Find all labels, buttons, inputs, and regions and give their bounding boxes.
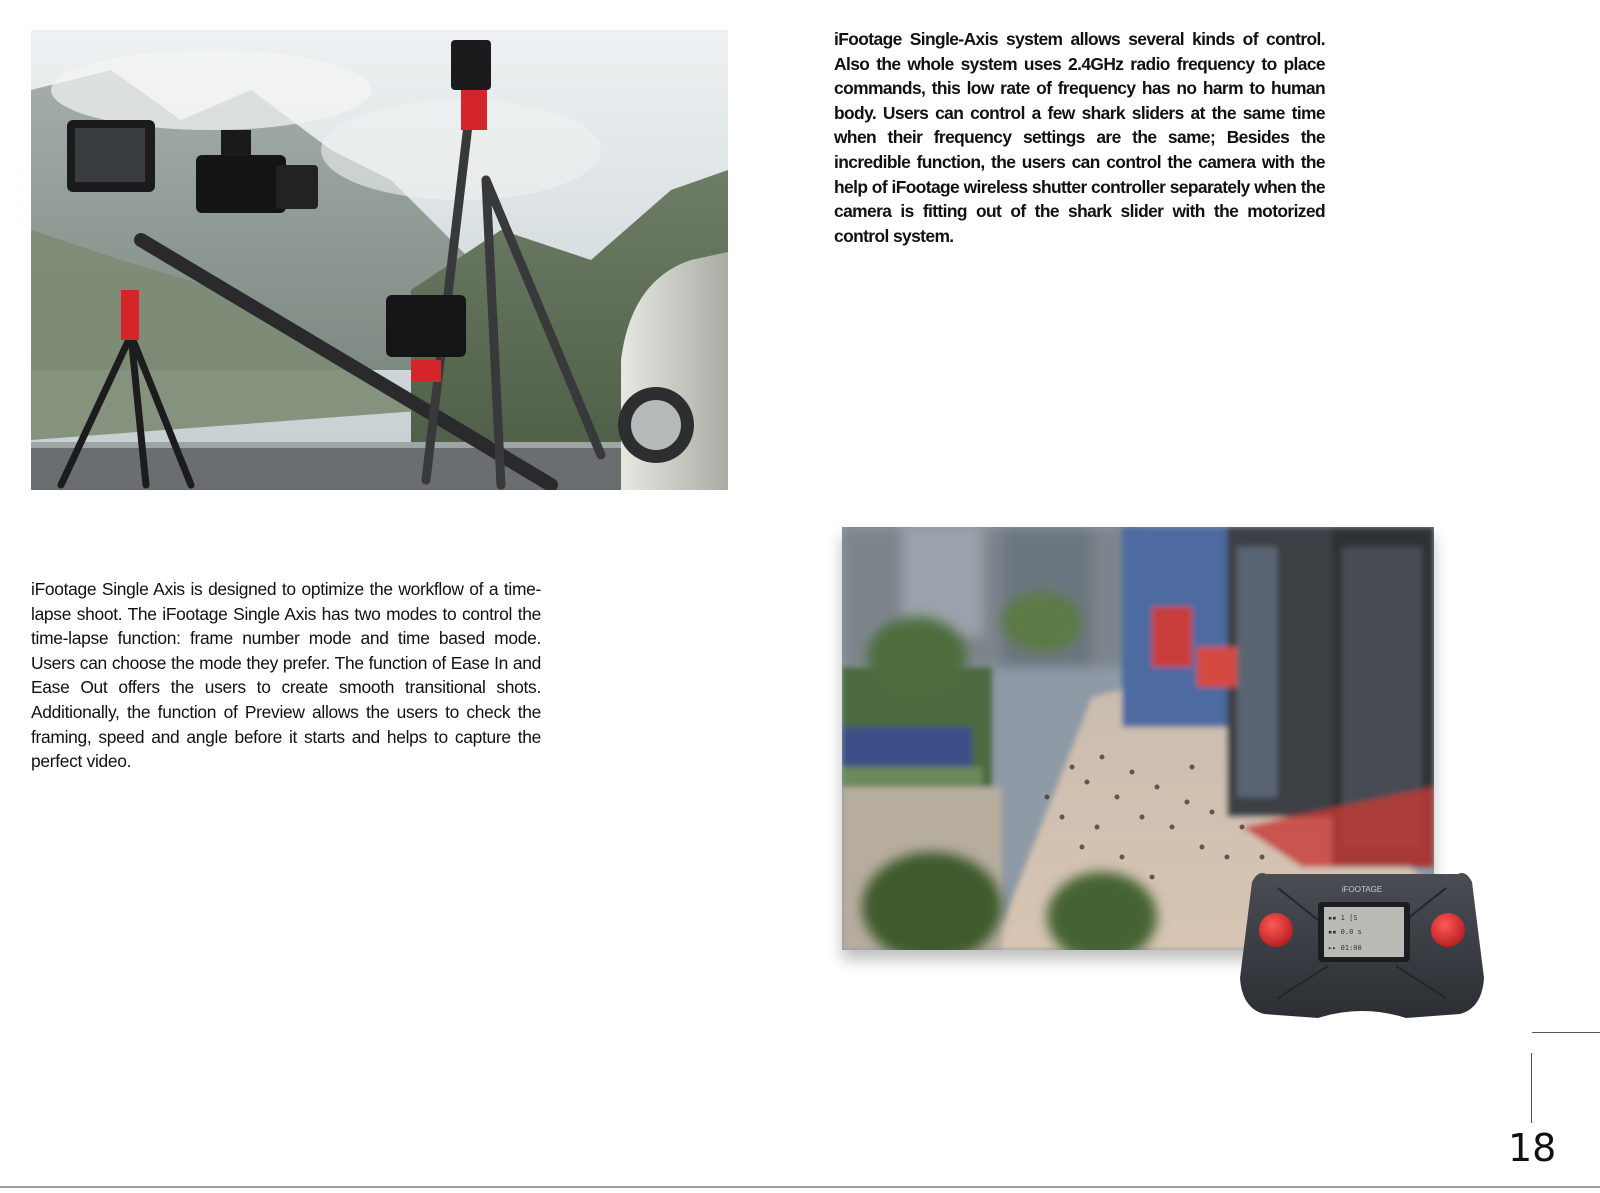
svg-text:▪▪ 1 [S: ▪▪ 1 [S [1328,914,1358,922]
page-bottom-edge [0,1186,1600,1188]
camera-rig-photo-art [31,30,728,490]
remote-brand-label: iFOOTAGE [1341,885,1383,894]
camera-rig-photo [31,30,728,490]
svg-text:▸▸ 01:00: ▸▸ 01:00 [1328,944,1362,952]
page-corner-rule-vertical [1531,1053,1532,1123]
wireless-controller-art [1238,868,1486,1025]
page-number: 18 [1508,1126,1557,1170]
paragraph-wireless-control: iFootage Single-Axis system allows several kinds of control. Also the whole system uses 2.4GHz radio frequency to place commands, this low rate of frequency has no harm to human body. Users can control a few shark sliders at the same time when their frequency settings are the same; Besides the incredible function, the users can control the camera with the help of iFootage wireless shutter controller separately when the camera is fitting out of the shark slider with the motorized control system. [834,29,1325,246]
page-corner-rule-horizontal [1532,1032,1600,1033]
wireless-controller-image [1238,868,1486,1025]
paragraph-time-lapse: iFootage Single Axis is designed to optimize the workflow of a time-lapse shoot. The iFootage Single Axis has two modes to control the time-lapse function: frame number mode and time based mode. Users can choose the mode they prefer. The function of Ease In and Ease Out offers the users to create smooth transitional shots. Additionally, the function of Preview allows the users to check the framing, speed and angle before it starts and helps to capture the perfect video. [31,579,541,772]
svg-text:▪▪ 0.0 s: ▪▪ 0.0 s [1328,928,1362,936]
